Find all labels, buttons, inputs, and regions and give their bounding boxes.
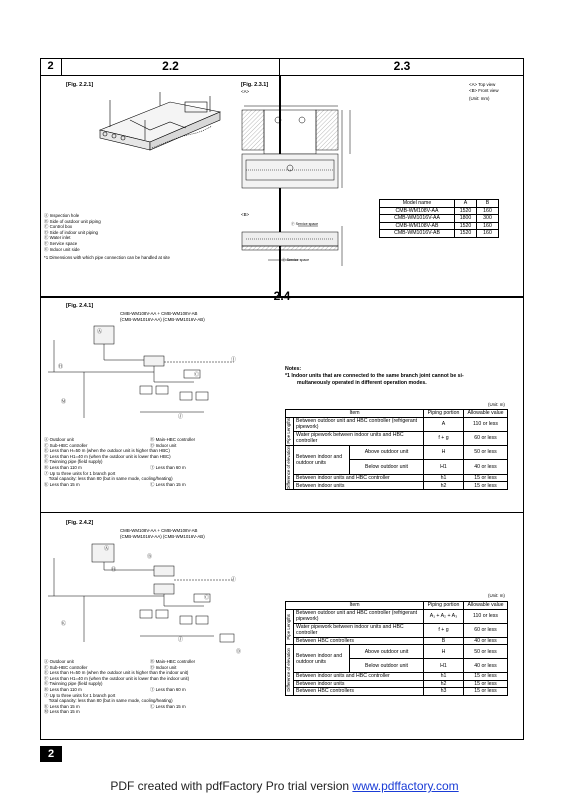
table-row: Below outdoor unit H1 40 or less xyxy=(286,460,508,475)
fig-2-4-2-models-1: CMB-WM108V-AA + CMB-WM108V-AB xyxy=(120,528,198,533)
service-space-label-top: Ⓕ Service space xyxy=(291,222,319,226)
table-row: Between indoor units and HBC controller h1 15 or less xyxy=(286,474,508,482)
diagram-label-a: Ⓐ xyxy=(97,329,103,335)
diagram-label-d: Ⓓ xyxy=(236,649,242,655)
legend-item: Ⓓ Side of indoor unit piping xyxy=(44,229,98,235)
legend-row: Ⓗ Less than 110 m Ⓘ Less than 60 m xyxy=(44,686,186,692)
legend-row: Ⓕ Less than H1=40 m (when the outdoor unit is lower than the indoor unit) xyxy=(44,675,190,681)
notes-title: Notes: xyxy=(285,366,302,372)
legend-item: Ⓔ Water inlet xyxy=(44,235,71,241)
diagram-label-c: Ⓒ xyxy=(204,595,210,601)
fig-2-4-2-label: [Fig. 2.4.2] xyxy=(66,520,94,526)
fig-2-3-1-top-view xyxy=(238,98,358,196)
legend-item: Ⓕ Service space xyxy=(44,240,78,246)
legend-row: Ⓒ Sub-HBC controller Ⓓ Indoor unit xyxy=(44,442,177,448)
legend-row: Total capacity: less than 80 (but in same mode, cooling/heating) xyxy=(44,698,173,704)
section-divider-2 xyxy=(40,512,524,513)
legend-row: Ⓔ Less than H=50 m (when the outdoor unit is higher than HBC) xyxy=(44,448,170,454)
legend-row: Ⓗ Less than 110 m Ⓘ Less than 60 m xyxy=(44,464,186,470)
table-1-unit: (Unit: m) xyxy=(488,402,505,407)
fig-2-4-1-label: [Fig. 2.4.1] xyxy=(66,303,94,309)
view-b-note: <B> Front view xyxy=(469,88,499,93)
diagram-label-c: Ⓒ xyxy=(194,372,200,378)
diagram-label-i: Ⓘ xyxy=(231,577,237,583)
section-title-2-2: 2.2 xyxy=(62,58,280,75)
group-label: Pipe Lengths xyxy=(286,613,291,640)
diagram-label-a: Ⓐ xyxy=(104,546,110,552)
group-label: Pipe Lengths xyxy=(286,418,291,444)
table-1 xyxy=(285,409,508,490)
unit-mm: (Unit: mm) xyxy=(469,96,490,101)
legend-row: Total capacity: less than 80 (but in same mode, cooling/heating) xyxy=(44,476,173,482)
table-row: CMB-WM1016V-AB 1520 160 xyxy=(380,230,499,238)
table-row: Pipe Lengths Between outdoor unit and HBC controller (refrigerant pipework) A 110 or less xyxy=(286,417,508,431)
legend-row: Ⓙ Up to three units for 1 branch port xyxy=(44,692,116,698)
table-row: Water pipework between indoor units and HBC controller f + g 60 or less xyxy=(286,623,508,637)
legend-row: Ⓖ Twinning pipe (field supply) xyxy=(44,459,103,465)
section-title-2-3: 2.3 xyxy=(393,59,411,73)
table-header: Item Piping portion Allowable value xyxy=(286,410,508,418)
legend-row: Ⓐ Outdoor unit Ⓑ Main-HBC controller xyxy=(44,659,196,664)
fig-2-3-1-label: [Fig. 2.3.1] xyxy=(241,82,269,88)
fig-2-4-2-diagram xyxy=(44,540,244,658)
legend-row: Ⓚ Less than 15 m Ⓛ Less than 15 m xyxy=(44,703,186,709)
table-row: Between indoor units h2 15 or less xyxy=(286,482,508,490)
legend-row: Ⓚ Less than 15 m Ⓛ Less than 15 m xyxy=(44,481,186,487)
fig-2-2-1-label: [Fig. 2.2.1] xyxy=(66,82,94,88)
legend-row: Ⓒ Sub-HBC controller Ⓓ Indoor unit xyxy=(44,664,177,670)
table-row: Difference of elevation Between indoor and outdoor units Above outdoor unit H 50 or less xyxy=(286,445,508,460)
notes-line-2: multaneously operated in different operation modes. xyxy=(297,380,427,386)
table-row: Below outdoor unit H1 40 or less xyxy=(286,659,508,673)
legend-row: Ⓔ Less than H=50 m (when the outdoor unit is higher than the indoor unit) xyxy=(44,670,189,676)
model-table xyxy=(379,199,499,238)
table-2 xyxy=(285,601,508,696)
pdf-banner-text: PDF created with pdfFactory Pro trial version xyxy=(110,779,353,793)
legend-item: Ⓐ Inspection hole xyxy=(44,213,80,218)
legend-row: Ⓖ Twinning pipe (field supply) xyxy=(44,681,103,687)
diagram-label-j: Ⓙ xyxy=(178,414,184,420)
diagram-label-b: Ⓑ xyxy=(147,554,153,560)
legend-2-4-2 xyxy=(44,659,284,715)
fig-2-4-1-models-1: CMB-WM108V-AA + CMB-WM108V-AB xyxy=(120,311,198,316)
diagram-label-k: Ⓚ xyxy=(61,621,67,627)
section-title-2-4: 2.4 xyxy=(273,289,291,303)
model-table-header: Model name A B xyxy=(380,200,499,208)
legend-row: Ⓙ Up to three units for 1 branch port xyxy=(44,470,116,476)
legend-row: Ⓕ Less than H1=40 m (when the outdoor unit is lower than HBC) xyxy=(44,453,171,459)
legend-row: Ⓜ Less than 15 m xyxy=(44,709,80,715)
legend-item: Ⓒ Control box xyxy=(44,224,73,230)
diagram-label-h: Ⓗ xyxy=(58,364,64,370)
group-label: Difference of elevation xyxy=(286,445,291,490)
legend-item: Ⓑ Side of outdoor unit piping xyxy=(44,218,101,224)
table-row: Pipe Lengths Between outdoor unit and HBC controller (refrigerant pipework) A₁ + A₂ + A₃ 110 or less xyxy=(286,609,508,623)
legend-2-4-1 xyxy=(44,437,284,487)
table-row: CMB-WM108V-AB 1520 160 xyxy=(380,222,499,230)
tag-b: <B> xyxy=(241,212,250,217)
diagram-label-j: Ⓙ xyxy=(178,637,184,643)
legend-item: Ⓖ Indoor unit side xyxy=(44,246,80,252)
section-number: 2 xyxy=(40,58,62,75)
view-a-note: <A> Top view xyxy=(469,82,496,87)
table-row: Between HBC controllers h3 15 or less xyxy=(286,688,508,696)
table-row: Difference of elevation Between indoor and outdoor units Above outdoor unit H 50 or less xyxy=(286,645,508,659)
pdf-banner xyxy=(0,779,569,793)
pdf-banner-link[interactable]: www.pdffactory.com xyxy=(352,779,459,793)
header-bar xyxy=(40,58,524,76)
group-label: Difference of elevation xyxy=(286,647,291,692)
tag-a: <A> xyxy=(241,89,250,94)
note-2-2: *1 Dimensions with which pipe connection can be handled at site xyxy=(44,255,170,261)
fig-2-2-1-drawing xyxy=(90,90,240,165)
legend-row: Ⓐ Outdoor unit Ⓑ Main-HBC controller xyxy=(44,437,196,442)
fig-2-3-1-front-view xyxy=(238,222,358,272)
table-row: CMB-WM108V-AA 1520 160 xyxy=(380,207,499,215)
table-row: Between indoor units and HBC controller h1 15 or less xyxy=(286,673,508,681)
page-number-box: 2 xyxy=(40,746,62,762)
table-row: CMB-WM1016V-AA 1800 300 xyxy=(380,215,499,223)
table-row: Between indoor units h2 15 or less xyxy=(286,680,508,688)
fig-2-4-1-diagram xyxy=(44,322,244,432)
diagram-label-i: Ⓘ xyxy=(231,357,237,363)
table-2-unit: (Unit: m) xyxy=(488,593,505,598)
table-row: Between HBC controllers B 40 or less xyxy=(286,637,508,645)
table-row: Water pipework between indoor units and HBC controller f + g 60 or less xyxy=(286,431,508,445)
fig-2-4-1-models-2: (CMB-WM1016V-AA) (CMB-WM1016V-AB) xyxy=(120,317,205,322)
notes xyxy=(285,366,517,387)
table-header: Item Piping portion Allowable value xyxy=(286,602,508,610)
diagram-label-m: Ⓜ xyxy=(61,399,67,405)
diagram-label-h: Ⓗ xyxy=(111,567,117,573)
service-space-label-bottom: Ⓕ Service space xyxy=(282,258,310,262)
fig-2-4-2-models-2: (CMB-WM1016V-AA) (CMB-WM1016V-AB) xyxy=(120,534,205,539)
notes-line-1: *1 Indoor units that are connected to the same branch joint cannot be si- xyxy=(285,373,464,379)
